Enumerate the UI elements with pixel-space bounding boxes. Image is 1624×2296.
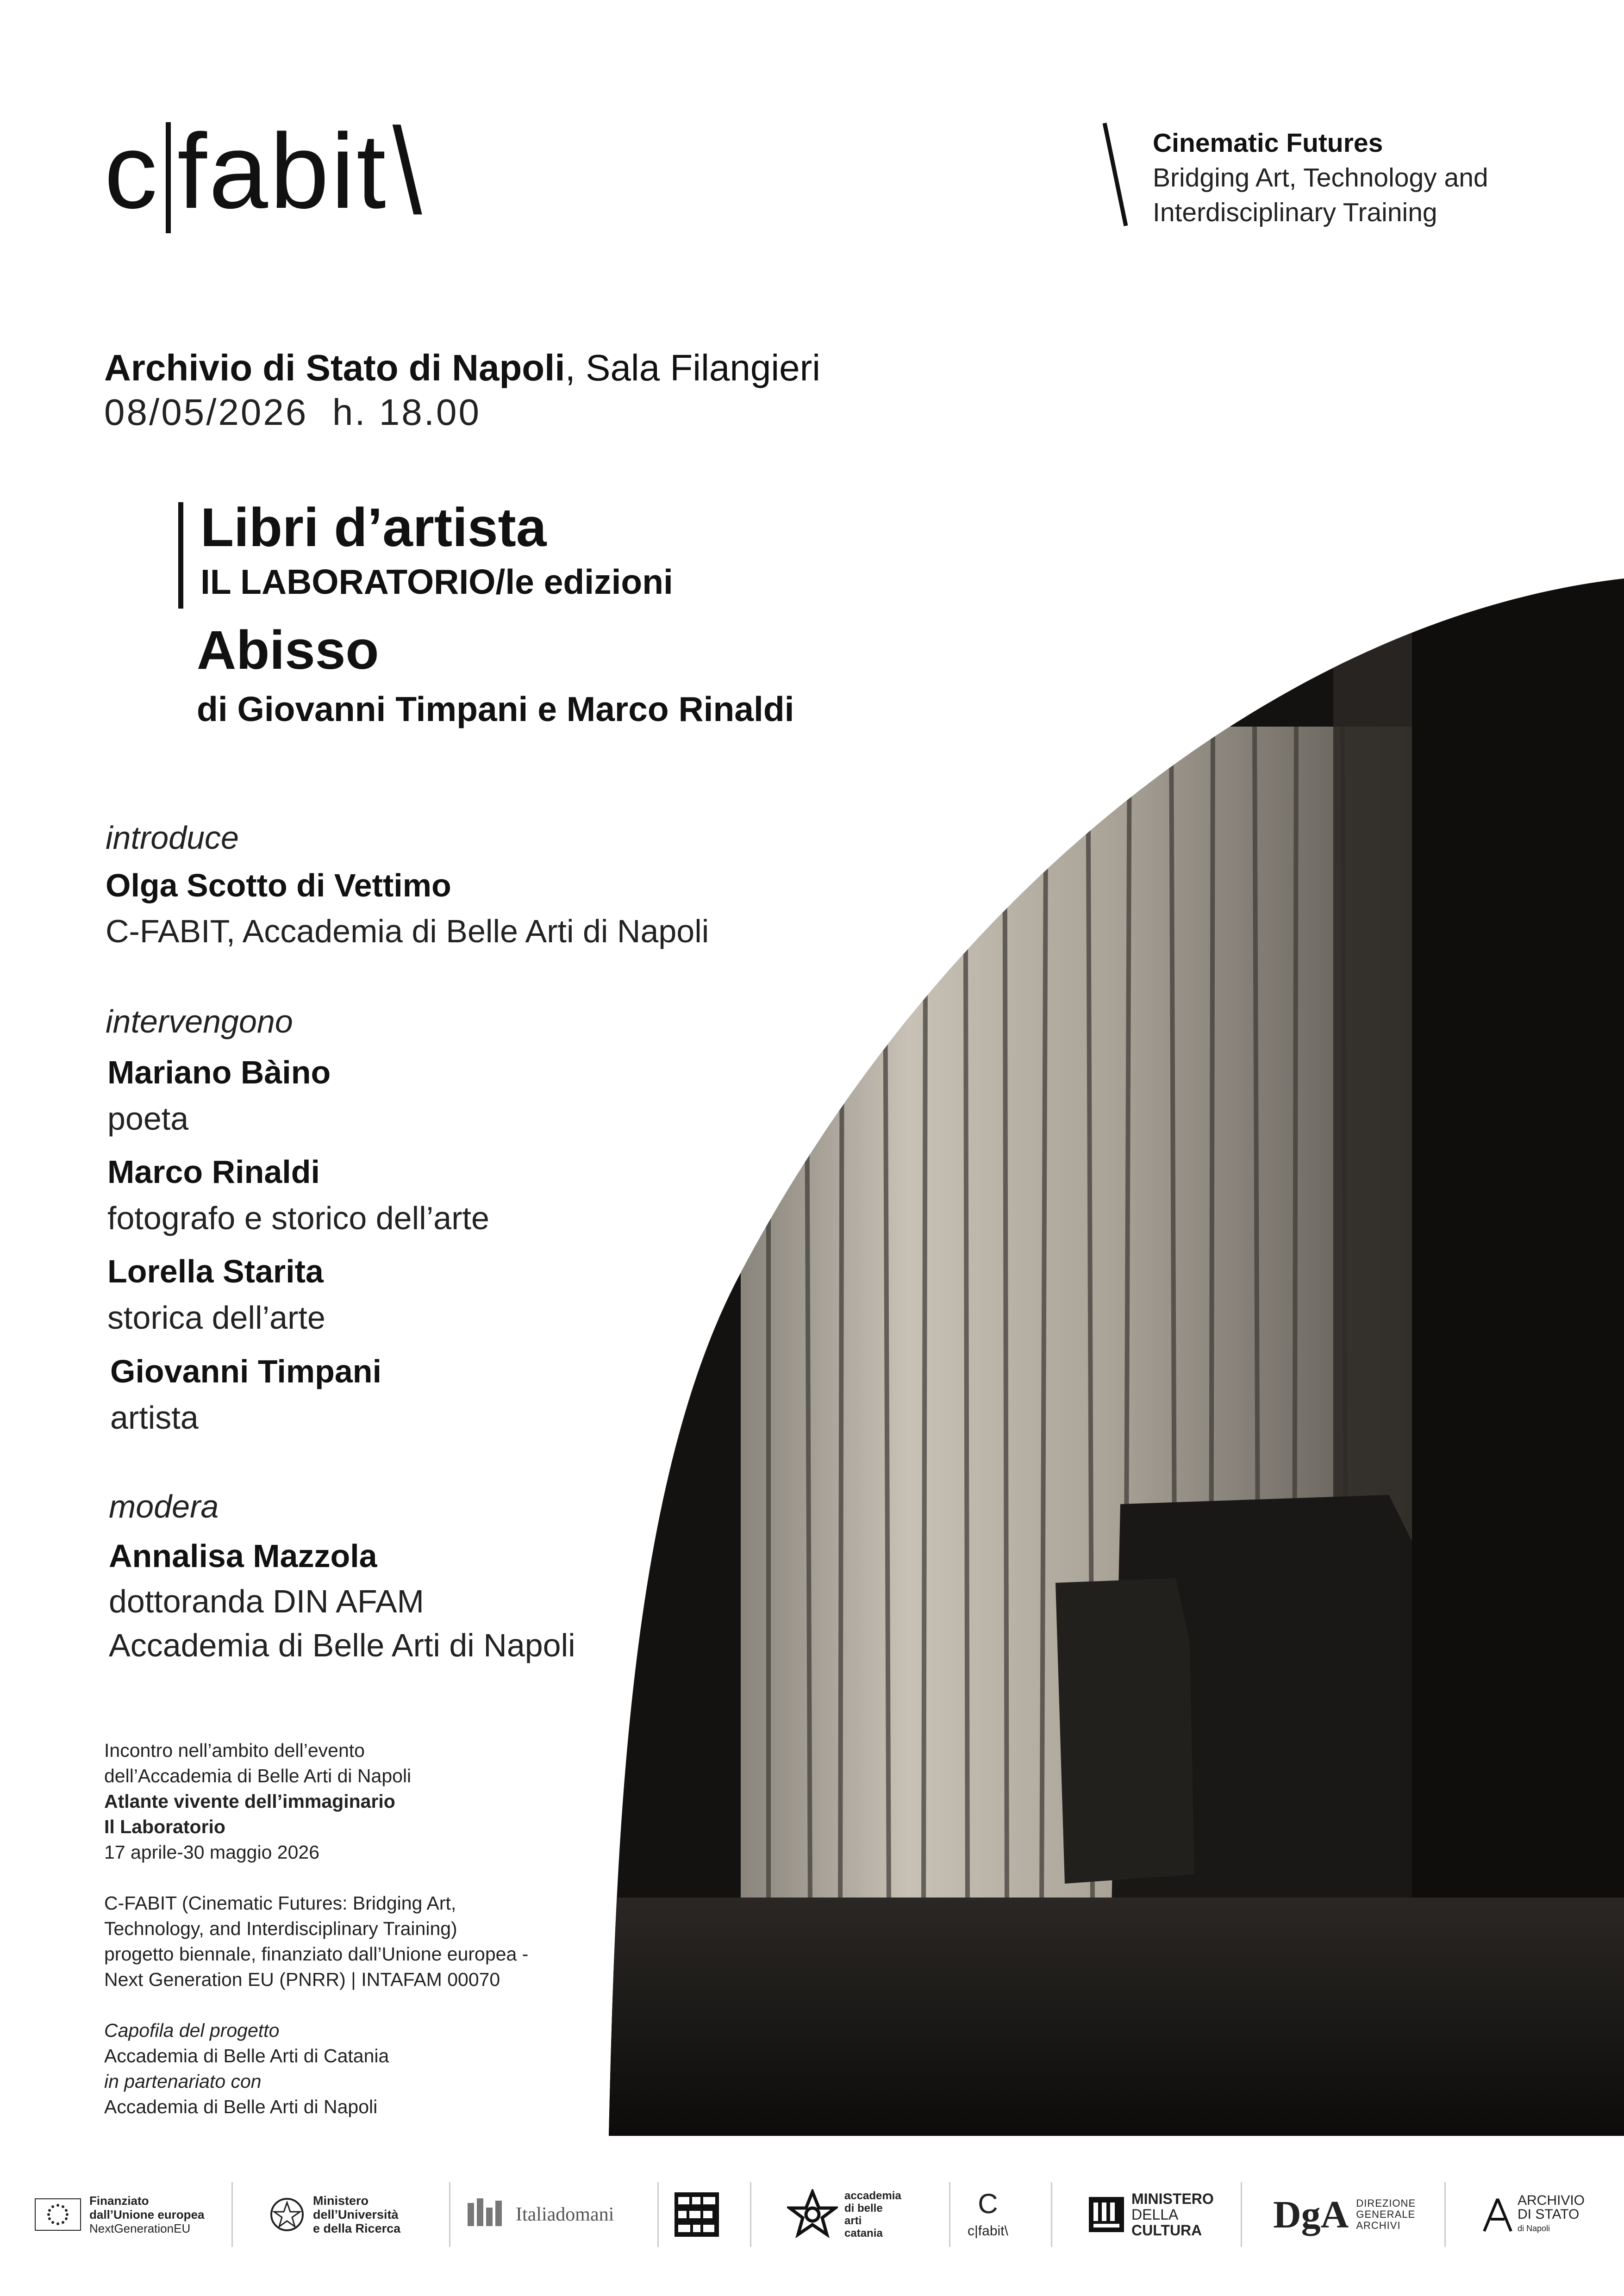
aba-catania-logo — [787, 2175, 901, 2254]
series-subtitle: IL LABORATORIO/le edizioni — [200, 562, 673, 601]
work-title: Abisso — [197, 620, 379, 681]
mur-text: Ministero — [313, 2194, 369, 2208]
eu-text: Finanziato — [89, 2194, 149, 2208]
aba-catania-star-icon — [787, 2189, 838, 2240]
speaker-name: Giovanni Timpani — [110, 1353, 382, 1389]
tagline-line2: Bridging Art, Technology and — [1153, 163, 1488, 193]
dga-text: DIREZIONE — [1356, 2197, 1416, 2209]
notes-line: Accademia di Belle Arti di Napoli — [104, 2096, 378, 2117]
mic-text: DELLA — [1131, 2206, 1179, 2223]
logo-bar — [166, 122, 171, 233]
notes-line: Capofila del progetto — [104, 2020, 280, 2041]
logo-backslash: \ — [392, 102, 424, 240]
notes-line: 17 aprile-30 maggio 2026 — [104, 1842, 319, 1863]
archivio-text: di Napoli — [1518, 2224, 1550, 2233]
aba-napoli-mark-icon — [674, 2191, 720, 2238]
notes-line: Incontro nell’ambito dell’evento — [104, 1740, 365, 1761]
mic-text: MINISTERO — [1131, 2190, 1214, 2207]
notes-line: Next Generation EU (PNRR) | INTAFAM 00070 — [104, 1969, 500, 1990]
notes-line: dell’Accademia di Belle Arti di Napoli — [104, 1765, 412, 1786]
modera-name: Annalisa Mazzola — [109, 1538, 377, 1574]
notes-paragraph-2 — [104, 1891, 683, 1992]
tagline — [1153, 126, 1488, 230]
speaker-desc: artista — [110, 1400, 199, 1436]
notes-line: Technology, and Interdisciplinary Training) — [104, 1918, 457, 1939]
speaker-name: Mariano Bàino — [107, 1054, 331, 1090]
aba-catania-text: di belle — [844, 2202, 883, 2215]
divider — [449, 2182, 450, 2247]
aba-catania-text: arti — [844, 2215, 862, 2227]
cfabit-small-logo — [968, 2175, 1008, 2254]
divider — [231, 2182, 233, 2247]
notes-line: Il Laboratorio — [104, 1816, 225, 1837]
notes-line: progetto biennale, finanziato dall’Unione europea - — [104, 1943, 529, 1965]
aba-napoli-logo — [674, 2175, 720, 2254]
tagline-slash-icon — [1102, 121, 1130, 228]
eu-text: dall’Unione europea — [89, 2208, 205, 2221]
eu-text: NextGenerationEU — [89, 2221, 191, 2235]
intervengono-label: intervengono — [106, 1003, 293, 1039]
divider — [750, 2182, 751, 2247]
introduce-desc: C-FABIT, Accademia di Belle Arti di Napoli — [106, 913, 709, 949]
divider — [1444, 2182, 1446, 2247]
modera-label: modera — [109, 1488, 219, 1524]
event-notes — [104, 1738, 683, 2145]
modera-desc: Accademia di Belle Arti di Napoli — [109, 1627, 575, 1663]
archivio-stato-logo — [1481, 2175, 1585, 2254]
archivio-text: ARCHIVIO — [1518, 2193, 1585, 2208]
archive-mark-icon — [1481, 2196, 1514, 2233]
emblem-icon — [269, 2196, 306, 2233]
mic-text: CULTURA — [1131, 2222, 1202, 2239]
logo-fabit: fabit — [177, 112, 388, 230]
italiadomani-logo — [463, 2175, 614, 2254]
notes-line: Atlante vivente dell’immaginario — [104, 1791, 395, 1812]
dga-logo — [1273, 2175, 1416, 2254]
italiadomani-text: Italiadomani — [516, 2204, 614, 2225]
speaker-desc: poeta — [107, 1101, 189, 1137]
eu-flag-icon — [35, 2198, 81, 2231]
tagline-line3: Interdisciplinary Training — [1153, 198, 1437, 227]
divider — [1241, 2182, 1242, 2247]
notes-paragraph-1 — [104, 1738, 683, 1865]
cfabit-logo — [104, 102, 424, 240]
title-vertical-bar — [178, 502, 183, 609]
aba-catania-text: accademia — [844, 2190, 901, 2202]
divider — [657, 2182, 659, 2247]
work-authors: di Giovanni Timpani e Marco Rinaldi — [197, 690, 794, 728]
notes-paragraph-3 — [104, 2018, 683, 2120]
dga-mark: DgA — [1273, 2193, 1349, 2236]
cfabit-small-c: C — [978, 2188, 998, 2219]
archivio-text: DI STATO — [1518, 2207, 1580, 2222]
event-datetime: 08/05/2026 h. 18.00 — [104, 392, 481, 433]
dga-text: ARCHIVI — [1356, 2220, 1401, 2231]
speaker-name: Marco Rinaldi — [107, 1154, 320, 1190]
mic-logo — [1088, 2175, 1214, 2254]
mic-mark-icon — [1088, 2196, 1125, 2233]
eu-logo — [35, 2175, 205, 2254]
notes-line: Accademia di Belle Arti di Catania — [104, 2045, 389, 2066]
cfabit-small-text: c|fabit\ — [968, 2223, 1008, 2239]
venue — [104, 345, 820, 391]
aba-catania-text: catania — [844, 2227, 883, 2240]
venue-room: , Sala Filangieri — [565, 347, 820, 388]
speaker-desc: storica dell’arte — [107, 1300, 325, 1336]
italiadomani-icon — [463, 2194, 514, 2235]
divider — [949, 2182, 950, 2247]
tagline-title: Cinematic Futures — [1153, 128, 1383, 158]
divider — [1051, 2182, 1052, 2247]
modera-desc: dottoranda DIN AFAM — [109, 1583, 424, 1619]
mur-text: e della Ricerca — [313, 2221, 401, 2235]
introduce-label: introduce — [106, 820, 239, 856]
notes-line: C-FABIT (Cinematic Futures: Bridging Art, — [104, 1892, 456, 1914]
venue-place: Archivio di Stato di Napoli — [104, 347, 565, 388]
partner-logos — [28, 2175, 1597, 2254]
logo-c: c — [104, 112, 159, 230]
mur-text: dell’Università — [313, 2208, 399, 2221]
speaker-name: Lorella Starita — [107, 1253, 324, 1289]
dga-text: GENERALE — [1356, 2209, 1416, 2220]
series-title: Libri d’artista — [200, 497, 547, 558]
introduce-name: Olga Scotto di Vettimo — [106, 867, 451, 903]
mur-logo — [269, 2175, 400, 2254]
notes-line: in partenariato con — [104, 2071, 262, 2092]
speaker-desc: fotografo e storico dell’arte — [107, 1200, 489, 1236]
